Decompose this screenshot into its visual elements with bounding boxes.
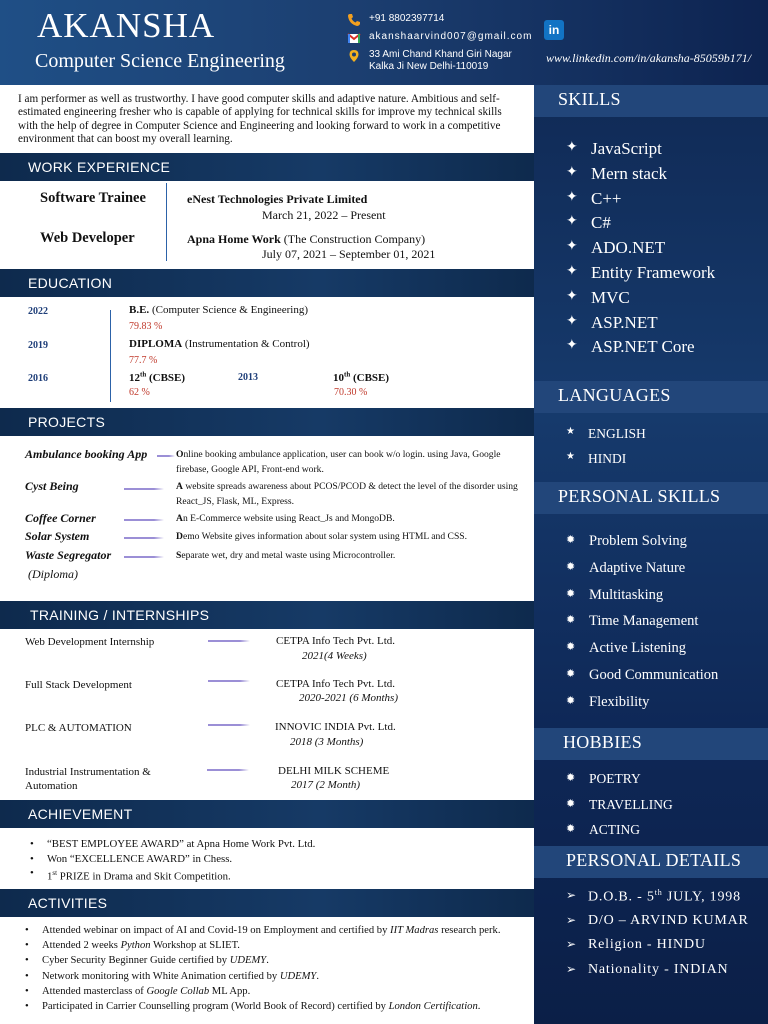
project-name: Waste Segregator <box>25 548 112 562</box>
education-score: 77.7 % <box>129 355 158 366</box>
project-description <box>176 511 524 526</box>
sidebar-title: LANGUAGES <box>558 385 671 405</box>
arrow-icon <box>124 517 164 523</box>
achievement-sup: st <box>52 869 58 877</box>
activity-item <box>25 923 500 938</box>
degree-detail: (Computer Science & Engineering) <box>149 304 309 316</box>
degree-detail: (Instrumentation & Control) <box>182 338 310 350</box>
activity-text: Cyber Security Beginner Guide certified by <box>42 955 230 967</box>
gear-icon: ✹ <box>566 534 576 546</box>
desc-initial: O <box>176 449 184 460</box>
activity-item <box>25 953 500 968</box>
detail-text: D/O – ARVIND KUMAR <box>588 912 749 928</box>
skill-item <box>566 139 662 159</box>
activity-item <box>25 969 500 984</box>
project-name: Cyst Being <box>25 479 79 493</box>
activity-emphasis: UDEMY <box>229 955 267 967</box>
arrowhead-icon: ➢ <box>566 961 577 976</box>
project-name: Solar System <box>25 529 90 543</box>
education-year: 2016 <box>28 373 48 384</box>
training-org: DELHI MILK SCHEME <box>278 765 390 777</box>
job-company <box>187 192 367 207</box>
languages-header <box>534 381 768 413</box>
arrow-icon <box>207 767 249 773</box>
desc-text: eparate wet, dry and metal waste using Microcontroller. <box>181 550 396 561</box>
skill-item-label: ASP.NET <box>591 312 658 332</box>
activity-text: Workshop at SLIET. <box>150 940 240 952</box>
projects-header <box>0 408 534 436</box>
achievement-pre: 1 <box>47 870 53 883</box>
language-item-label: ENGLISH <box>588 426 646 441</box>
activity-item <box>25 984 500 999</box>
degree-name: 12 <box>129 371 140 384</box>
work-divider <box>166 183 167 261</box>
hobbies-header <box>534 728 768 760</box>
personal-skill-item <box>566 640 686 657</box>
section-title: EDUCATION <box>28 275 113 291</box>
arrow-icon <box>208 638 250 644</box>
sparkle-icon: ✦ <box>566 164 578 180</box>
gear-icon: ✹ <box>566 772 576 784</box>
detail-text: JULY, 1998 <box>662 889 741 905</box>
personal-details-header <box>534 846 768 878</box>
gear-icon: ✹ <box>566 694 576 707</box>
gear-icon: ✹ <box>566 614 576 627</box>
skill-item <box>566 337 695 357</box>
detail-sup: th <box>654 888 663 897</box>
address-line-1: 33 Ami Chand Khand Giri Nagar <box>369 49 512 60</box>
activity-text: research perk. <box>438 925 501 936</box>
sidebar-title: HOBBIES <box>563 732 643 752</box>
degree-sup: th <box>140 370 147 378</box>
email-address: akanshaarvind007@gmail.com <box>369 31 533 42</box>
activity-text: ML App. <box>209 985 251 997</box>
sparkle-icon: ✦ <box>566 140 578 155</box>
desc-text: emo Website gives information about solar system using HTML and CSS. <box>182 531 468 542</box>
gear-icon: ✹ <box>566 668 576 680</box>
personal-skill-item <box>566 533 687 550</box>
education-score: 62 % <box>129 387 150 398</box>
personal-skill-item <box>566 560 685 577</box>
personal-detail-item <box>566 962 728 978</box>
project-description <box>176 447 524 477</box>
desc-text: n E-Commerce website using React_Js and MongoDB. <box>182 513 395 524</box>
training-name <box>25 765 151 793</box>
hobby-item <box>566 797 673 813</box>
activity-emphasis: Python <box>120 940 151 952</box>
training-name-line: Automation <box>25 780 78 792</box>
arrow-icon <box>124 535 164 541</box>
email-icon <box>347 31 361 45</box>
star-icon: ★ <box>566 451 575 462</box>
company-extra: (The Construction Company) <box>280 232 426 246</box>
skill-item-label: C# <box>591 213 611 233</box>
training-duration: 2021(4 Weeks) <box>302 650 367 662</box>
personal-detail-item <box>566 937 706 953</box>
degree-sup: th <box>344 370 351 378</box>
training-org: CETPA Info Tech Pvt. Ltd. <box>276 635 396 647</box>
degree-name: DIPLOMA <box>129 338 183 350</box>
hobby-item <box>566 822 640 838</box>
skill-item-label: Entity Framework <box>591 263 716 282</box>
activity-item <box>25 938 500 953</box>
hobby-item-label: POETRY <box>589 771 641 786</box>
skill-item-label: Mern stack <box>591 163 668 183</box>
skill-item <box>566 313 658 333</box>
activity-emphasis: London Certification <box>388 1001 478 1013</box>
sparkle-icon: ✦ <box>566 338 578 354</box>
training-duration: 2020-2021 (6 Months) <box>299 692 398 704</box>
skill-item <box>566 164 667 184</box>
hobby-item-label: ACTING <box>589 822 640 837</box>
sidebar <box>534 85 768 1024</box>
activity-text: Participated in Carrier Counselling program (World Book of Record) certified by <box>42 1001 389 1013</box>
education-year: 2019 <box>28 340 48 351</box>
personal-skill-item-label: Multitasking <box>589 586 664 603</box>
education-degree <box>129 304 308 316</box>
skill-item <box>566 238 665 258</box>
sparkle-icon: ✦ <box>566 214 578 230</box>
profile-summary: I am performer as well as trustworthy. I have good computer skills and adaptive nature. Ambitious and self-estimated engineering fresher who is capable of applying for technical skills for improve my technical skills with the help of degree in Computer Science and Engineering and looking forward to work in a competitive environment that can boost my overall learning. <box>18 93 502 146</box>
sidebar-title: SKILLS <box>558 89 621 109</box>
language-item-label: HINDI <box>588 451 627 466</box>
desc-initial: A <box>176 481 183 492</box>
detail-text: Religion - HINDU <box>588 937 706 952</box>
sparkle-icon: ✦ <box>566 239 578 255</box>
candidate-name: AKANSHA <box>37 6 216 45</box>
arrow-icon <box>208 678 250 684</box>
desc-initial: S <box>176 550 182 561</box>
degree-name: B.E. <box>129 304 150 316</box>
gear-icon: ✹ <box>566 823 576 835</box>
skill-item-label: JavaScript <box>591 139 662 158</box>
personal-detail-item <box>566 913 749 929</box>
education-header <box>0 269 534 297</box>
company-name: eNest Technologies Private Limited <box>187 192 368 206</box>
section-title: ACTIVITIES <box>28 895 108 911</box>
header <box>0 0 768 85</box>
skill-item-label: C++ <box>591 188 622 208</box>
achievement-item <box>30 866 315 884</box>
section-title: TRAINING / INTERNSHIPS <box>30 607 210 623</box>
language-item <box>566 451 626 467</box>
arrowhead-icon: ➢ <box>566 888 577 902</box>
phone-number: +91 8802397714 <box>369 13 445 24</box>
training-duration: 2017 (2 Month) <box>291 779 361 791</box>
linkedin-icon[interactable]: in <box>544 20 564 40</box>
skill-item <box>566 213 611 233</box>
personal-skill-item <box>566 694 649 711</box>
sparkle-icon: ✦ <box>566 313 578 329</box>
achievement-list <box>30 837 315 884</box>
work-experience-header <box>0 153 534 181</box>
education-year: 2022 <box>28 306 48 317</box>
sparkle-icon: ✦ <box>566 189 578 205</box>
gear-icon: ✹ <box>566 797 576 810</box>
personal-skill-item-label: Flexibility <box>589 693 650 710</box>
detail-text: Nationality - INDIAN <box>588 961 729 977</box>
gear-icon: ✹ <box>566 587 576 600</box>
education-divider <box>110 310 111 402</box>
activity-text: Attended masterclass of <box>42 985 147 997</box>
activity-item <box>25 999 500 1014</box>
activities-list <box>25 923 500 1014</box>
training-name: Web Development Internship <box>25 636 155 648</box>
activity-emphasis: IIT Madras <box>390 925 439 936</box>
project-description <box>176 479 524 509</box>
detail-text: D.O.B. - 5 <box>588 889 655 905</box>
phone-icon <box>347 13 361 27</box>
personal-skill-item <box>566 587 663 604</box>
arrow-icon <box>124 486 164 492</box>
achievement-item: • “BEST EMPLOYEE AWARD” at Apna Home Work Pvt. Ltd. <box>30 837 315 852</box>
project-note: (Diploma) <box>28 567 78 581</box>
project-description <box>176 548 524 563</box>
sidebar-title: PERSONAL SKILLS <box>558 486 721 506</box>
arrowhead-icon: ➢ <box>566 937 577 951</box>
arrow-icon <box>157 453 175 459</box>
section-title: PROJECTS <box>28 414 106 430</box>
arrowhead-icon: ➢ <box>566 912 577 927</box>
skill-item <box>566 263 715 283</box>
job-date: March 21, 2022 – Present <box>262 208 386 222</box>
activity-text: Attended 2 weeks <box>42 940 121 952</box>
skill-item-label: MVC <box>591 287 630 307</box>
personal-skill-item-label: Good Communication <box>589 667 719 683</box>
degree-name: 10 <box>333 371 344 384</box>
activity-emphasis: UDEMY <box>279 970 317 982</box>
degree-detail: (CBSE) <box>350 371 390 384</box>
desc-text: website spreads awareness about PCOS/PCOD & detect the level of the disorder using React_JS, Flask, ML, Express. <box>176 481 518 507</box>
training-org: CETPA Info Tech Pvt. Ltd. <box>276 678 396 690</box>
training-duration: 2018 (3 Months) <box>290 736 364 748</box>
linkedin-link[interactable]: www.linkedin.com/in/akansha-85059b171/ <box>546 51 752 65</box>
training-name-line: Industrial Instrumentation & <box>25 766 151 778</box>
achievement-header <box>0 800 534 828</box>
company-name: Apna Home Work <box>187 232 281 246</box>
achievement-item: • Won “EXCELLENCE AWARD” in Chess. <box>30 852 315 867</box>
project-name: Ambulance booking App <box>25 447 148 461</box>
sparkle-icon: ✦ <box>566 264 578 279</box>
desc-initial: A <box>176 513 183 524</box>
personal-skill-item <box>566 667 718 684</box>
star-icon: ★ <box>566 426 575 437</box>
skill-item-label: ADO.NET <box>591 238 666 258</box>
education-degree <box>129 338 310 350</box>
education-degree <box>129 370 185 384</box>
activity-text: Attended webinar on impact of AI and Covid-19 on Employment and certified by <box>42 925 391 936</box>
job-title: Web Developer <box>40 230 135 246</box>
training-header <box>0 601 534 629</box>
personal-skill-item-label: Active Listening <box>589 640 687 657</box>
arrow-icon <box>208 722 250 728</box>
education-degree <box>333 370 389 384</box>
gear-icon: ✹ <box>566 560 576 573</box>
activities-header <box>0 889 534 917</box>
achievement-text: PRIZE in Drama and Skit Competition. <box>57 870 231 883</box>
gear-icon: ✹ <box>566 641 576 654</box>
personal-skill-item-label: Adaptive Nature <box>589 559 686 576</box>
education-score: 79.83 % <box>129 321 163 332</box>
skill-item <box>566 288 630 308</box>
activity-text: . <box>477 1001 481 1013</box>
project-description <box>176 529 524 544</box>
skill-item <box>566 189 622 209</box>
project-name: Coffee Corner <box>25 511 96 525</box>
activity-text: . <box>316 970 319 982</box>
hobby-item-label: TRAVELLING <box>589 796 673 812</box>
job-date: July 07, 2021 – September 01, 2021 <box>262 247 436 261</box>
hobby-item <box>566 771 641 787</box>
activity-text: Network monitoring with White Animation certified by <box>42 970 280 982</box>
sparkle-icon: ✦ <box>566 288 578 304</box>
location-pin-icon <box>347 49 361 63</box>
personal-skills-header <box>534 482 768 514</box>
section-title: WORK EXPERIENCE <box>28 159 171 175</box>
job-title: Software Trainee <box>40 190 146 206</box>
degree-detail: (CBSE) <box>146 371 186 384</box>
personal-skill-item-label: Problem Solving <box>589 533 687 549</box>
job-company <box>187 232 425 247</box>
sidebar-title: PERSONAL DETAILS <box>566 850 742 870</box>
candidate-role: Computer Science Engineering <box>35 50 285 72</box>
personal-skill-item <box>566 613 698 630</box>
arrow-icon <box>124 554 164 560</box>
activity-text: . <box>266 955 269 967</box>
personal-detail-item <box>566 888 741 906</box>
training-name: PLC & AUTOMATION <box>25 722 132 734</box>
address-line-2: Kalka Ji New Delhi-110019 <box>369 61 489 72</box>
desc-initial: D <box>176 531 183 542</box>
desc-text: nline booking ambulance application, user can book w/o login. using Java, Google firebase, Google API, Front-end work. <box>176 449 501 475</box>
section-title: ACHIEVEMENT <box>28 806 133 822</box>
training-org: INNOVIC INDIA Pvt. Ltd. <box>275 721 396 733</box>
activity-emphasis: Google Collab <box>146 985 210 997</box>
language-item <box>566 426 646 442</box>
skills-header <box>534 85 768 117</box>
training-name: Full Stack Development <box>25 679 132 691</box>
education-score: 70.30 % <box>334 387 368 398</box>
personal-skill-item-label: Time Management <box>589 613 699 630</box>
skill-item-label: ASP.NET Core <box>591 337 695 357</box>
education-year: 2013 <box>238 372 258 383</box>
